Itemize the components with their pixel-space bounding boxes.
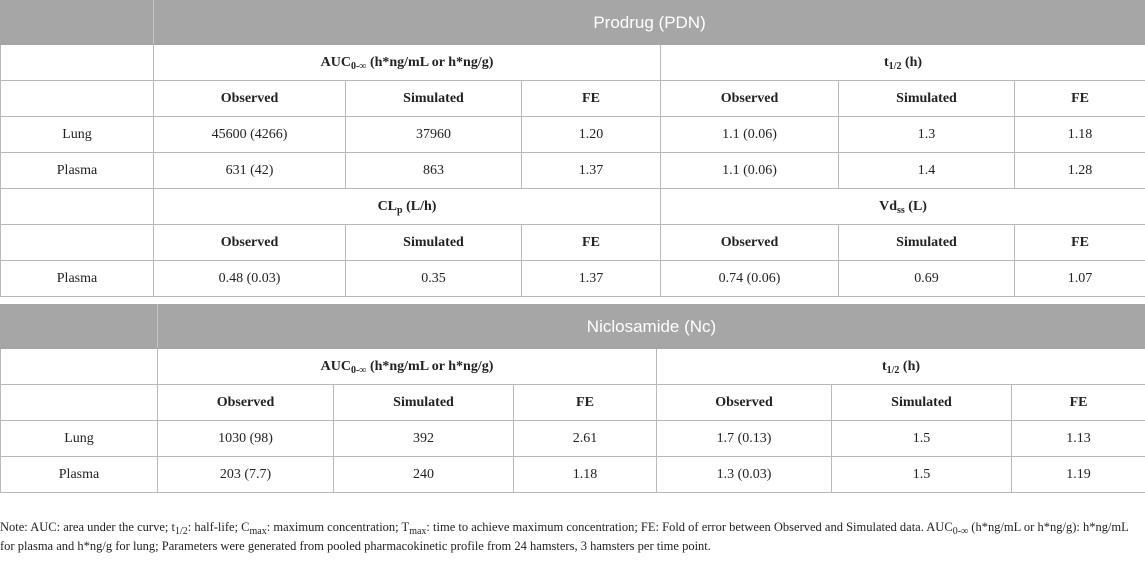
- cell-auc-fe: 1.20: [522, 117, 661, 153]
- auc-header: $AUC_{0-\infty}$ (h*ng/mL or h*ng/g): [158, 349, 657, 385]
- cell-auc-simulated: 240: [334, 457, 514, 493]
- table-footnote: Note: AUC: area under the curve; $t_{1/2}$: half-life; $C_{max}$: maximum concentration; $T_{max}$: time to achieve maximum concentration; FE: Fold of error between Observed and Simulated data. $AUC_{0-\infty}$ (h*ng/mL or h*ng/g): h*ng/mL for plasma and h*ng/g for lung; Parameters were generated from pooled pharmacokinetic profile from 24 hamsters, 3 hamsters per time point.: [0, 520, 1129, 553]
- cell-thalf-fe: 1.13: [1012, 421, 1145, 457]
- niclosamide-table: [0, 304, 1145, 493]
- cell-auc-observed: 1030 (98): [158, 421, 334, 457]
- cell-auc-observed: 203 (7.7): [158, 457, 334, 493]
- cell-thalf-simulated: 1.4: [839, 153, 1015, 189]
- niclosamide-col-header-row: [1, 385, 1145, 421]
- col-simulated: Simulated: [832, 385, 1012, 421]
- cell-auc-fe: 1.37: [522, 153, 661, 189]
- col-fe: FE: [1015, 225, 1145, 261]
- cell-thalf-observed: 1.7 (0.13): [657, 421, 832, 457]
- prodrug-title: Prodrug (PDN): [154, 1, 1145, 45]
- niclosamide-param-header-row: [1, 349, 1145, 385]
- cell-thalf-fe: 1.18: [1015, 117, 1145, 153]
- col-observed: Observed: [158, 385, 334, 421]
- niclosamide-banner-row: [1, 305, 1145, 349]
- row-label: Lung: [1, 117, 154, 153]
- clp-header: $CL_p$ (L/h): [154, 189, 661, 225]
- thalf-header: $t_{1/2}$ (h): [661, 45, 1145, 81]
- table-row: [1, 117, 1145, 153]
- table-row: [1, 261, 1145, 297]
- prodrug-banner-row: [1, 1, 1145, 45]
- col-fe: FE: [514, 385, 657, 421]
- col-observed: Observed: [154, 225, 346, 261]
- cell-thalf-simulated: 1.5: [832, 421, 1012, 457]
- col-simulated: Simulated: [334, 385, 514, 421]
- col-fe: FE: [522, 225, 661, 261]
- table-row: [1, 153, 1145, 189]
- cell-auc-simulated: 392: [334, 421, 514, 457]
- cell-clp-simulated: 0.35: [346, 261, 522, 297]
- col-simulated: Simulated: [346, 225, 522, 261]
- row-label: Lung: [1, 421, 158, 457]
- cell-vdss-observed: 0.74 (0.06): [661, 261, 839, 297]
- auc-header: $AUC_{0-\infty}$ (h*ng/mL or h*ng/g): [154, 45, 661, 81]
- cell-clp-fe: 1.37: [522, 261, 661, 297]
- prodrug-param-header-row: [1, 45, 1145, 81]
- col-observed: Observed: [661, 225, 839, 261]
- cell-auc-observed: 631 (42): [154, 153, 346, 189]
- prodrug-col-header-row: [1, 81, 1145, 117]
- table-row: [1, 421, 1145, 457]
- col-fe: FE: [1015, 81, 1145, 117]
- prodrug-col-header-row-2: [1, 225, 1145, 261]
- cell-auc-simulated: 863: [346, 153, 522, 189]
- cell-clp-observed: 0.48 (0.03): [154, 261, 346, 297]
- cell-vdss-simulated: 0.69: [839, 261, 1015, 297]
- row-label: Plasma: [1, 153, 154, 189]
- cell-thalf-observed: 1.1 (0.06): [661, 117, 839, 153]
- col-simulated: Simulated: [839, 81, 1015, 117]
- cell-auc-fe: 1.18: [514, 457, 657, 493]
- col-observed: Observed: [661, 81, 839, 117]
- col-observed: Observed: [657, 385, 832, 421]
- prodrug-param-header-row-2: [1, 189, 1145, 225]
- cell-thalf-observed: 1.3 (0.03): [657, 457, 832, 493]
- col-simulated: Simulated: [839, 225, 1015, 261]
- row-label: Plasma: [1, 261, 154, 297]
- cell-auc-observed: 45600 (4266): [154, 117, 346, 153]
- cell-thalf-simulated: 1.5: [832, 457, 1012, 493]
- table-row: [1, 457, 1145, 493]
- col-fe: FE: [1012, 385, 1145, 421]
- row-label: Plasma: [1, 457, 158, 493]
- thalf-header: $t_{1/2}$ (h): [657, 349, 1145, 385]
- cell-thalf-simulated: 1.3: [839, 117, 1015, 153]
- vdss-header: $Vd_{ss}$ (L): [661, 189, 1145, 225]
- cell-thalf-fe: 1.19: [1012, 457, 1145, 493]
- cell-auc-simulated: 37960: [346, 117, 522, 153]
- cell-thalf-observed: 1.1 (0.06): [661, 153, 839, 189]
- col-simulated: Simulated: [346, 81, 522, 117]
- cell-vdss-fe: 1.07: [1015, 261, 1145, 297]
- cell-auc-fe: 2.61: [514, 421, 657, 457]
- niclosamide-title: Niclosamide (Nc): [158, 305, 1145, 349]
- cell-thalf-fe: 1.28: [1015, 153, 1145, 189]
- col-observed: Observed: [154, 81, 346, 117]
- col-fe: FE: [522, 81, 661, 117]
